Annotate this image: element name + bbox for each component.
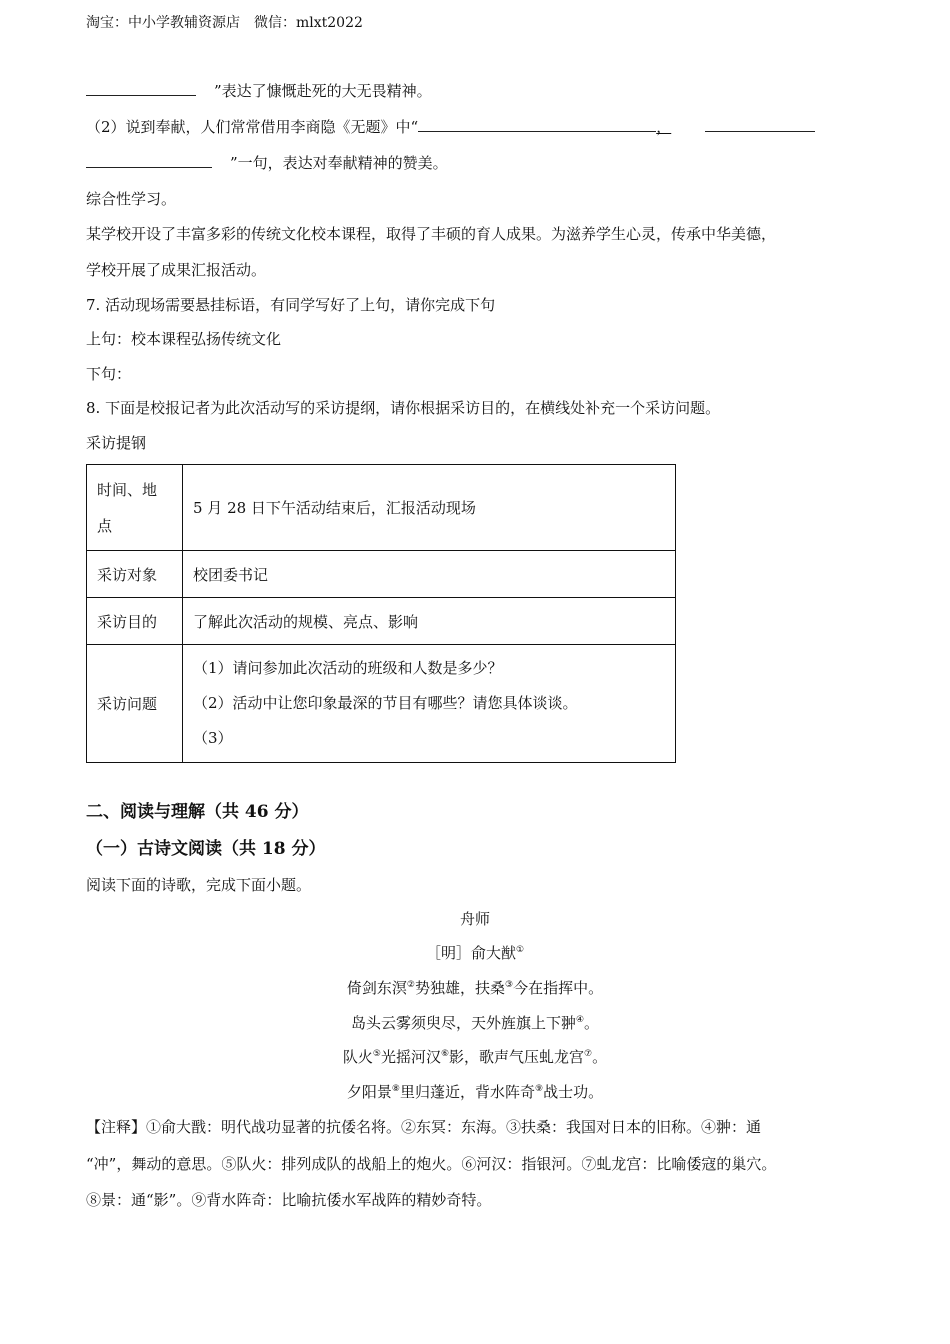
poem-text: 影，歌声气压虬龙宫 xyxy=(449,1048,585,1066)
q6-comma: ， xyxy=(656,118,672,136)
q6-line3-text: ”一句，表达对奉献精神的赞美。 xyxy=(230,154,448,172)
footnote-marker: ⑤ xyxy=(372,1049,381,1059)
interview-outline-table xyxy=(86,464,676,763)
row4-label: 采访问题 xyxy=(87,645,183,763)
notes-line2: “冲”，舞动的意思。⑤队火：排列成队的战船上的炮火。⑥河汉：指银河。⑦虬龙宫：比喻倭寇的巢穴。 xyxy=(86,1155,777,1173)
q8-prompt: 8. 下面是校报记者为此次活动写的采访提纲，请你根据采访目的，在横线处补充一个采访问题。 xyxy=(86,399,721,417)
q7-upper-line: 上句：校本课程弘扬传统文化 xyxy=(86,330,282,348)
q6-line1-text: ”表达了慷慨赴死的大无畏精神。 xyxy=(214,82,432,100)
poem-text: 夕阳景 xyxy=(346,1083,392,1101)
answer-blank[interactable] xyxy=(86,95,196,96)
footnote-marker: ⑥ xyxy=(440,1049,450,1059)
notes-line1: 【注释】①俞大戬：明代战功显著的抗倭名将。②东冥：东海。③扶桑：我国对日本的旧称。④翀：通 xyxy=(86,1118,762,1136)
footnote-marker: ④ xyxy=(575,1015,585,1025)
row1-label-b: 点 xyxy=(97,516,113,535)
answer-blank[interactable] xyxy=(86,167,212,168)
poem-text: 倚剑东溟 xyxy=(346,979,407,997)
footnote-marker: ① xyxy=(515,945,525,955)
row2-value: 校团委书记 xyxy=(183,551,676,598)
interview-question-3[interactable]: （3） xyxy=(193,729,233,747)
table-row xyxy=(87,598,676,645)
poem-text: 。 xyxy=(584,1014,600,1032)
table-row xyxy=(87,551,676,598)
poem-line-1 xyxy=(0,978,950,998)
poem-line-3 xyxy=(0,1047,950,1067)
q7-lower-line: 下句： xyxy=(86,365,132,383)
poem-text: 战士功。 xyxy=(543,1083,604,1101)
poem-author xyxy=(0,943,950,963)
footnote-marker: ⑧ xyxy=(391,1084,400,1094)
poem-author-text: ［明］俞大猷 xyxy=(425,944,516,962)
intro-paragraph-line2: 学校开展了成果汇报活动。 xyxy=(86,261,267,279)
poem-text: 队火 xyxy=(342,1048,373,1066)
section-title: 综合性学习。 xyxy=(86,190,177,208)
table-row xyxy=(87,645,676,763)
interview-question-1: （1）请问参加此次活动的班级和人数是多少？ xyxy=(193,659,503,677)
q6-line2-text: （2）说到奉献，人们常常借用李商隐《无题》中“ xyxy=(86,118,419,136)
row4-questions xyxy=(183,645,676,763)
row2-label: 采访对象 xyxy=(87,551,183,598)
q6-line2 xyxy=(86,117,815,137)
row1-value: 5 月 28 日下午活动结束后，汇报活动现场 xyxy=(183,465,676,551)
q6-line3 xyxy=(86,153,448,173)
part2-title: 二、阅读与理解（共 46 分） xyxy=(86,802,309,822)
poem-text: 里归蓬近，背水阵奇 xyxy=(399,1083,535,1101)
poem-text: 。 xyxy=(592,1048,608,1066)
row3-label: 采访目的 xyxy=(87,598,183,645)
poem-text: 光摇河汉 xyxy=(380,1048,441,1066)
footnote-marker: ② xyxy=(406,980,415,990)
poem-line-2 xyxy=(0,1013,950,1033)
q6-line1 xyxy=(86,81,432,101)
poem-text: 岛头云雾须臾尽，天外旌旗上下翀 xyxy=(350,1014,576,1032)
page-header: 淘宝：中小学教辅资源店 微信：mlxt2022 xyxy=(86,15,363,31)
poem-text: 今在指挥中。 xyxy=(513,979,604,997)
outline-title: 采访提钢 xyxy=(86,434,147,452)
intro-paragraph-line1: 某学校开设了丰富多彩的传统文化校本课程，取得了丰硕的育人成果。为滋养学生心灵，传承中华美德， xyxy=(86,225,777,243)
interview-question-2: （2）活动中让您印象最深的节目有哪些？请您具体谈谈。 xyxy=(193,694,578,712)
footnote-marker: ⑦ xyxy=(584,1049,593,1059)
q7-prompt: 7. 活动现场需要悬挂标语，有同学写好了上句，请你完成下句 xyxy=(86,296,496,314)
poem-text: 势独雄，扶桑 xyxy=(414,979,505,997)
table-cell-label xyxy=(87,465,183,551)
footnote-marker: ⑨ xyxy=(535,1084,544,1094)
footnote-marker: ③ xyxy=(505,980,514,990)
part2-subtitle: （一）古诗文阅读（共 18 分） xyxy=(86,839,326,859)
answer-blank[interactable] xyxy=(705,131,815,132)
row3-value: 了解此次活动的规模、亮点、影响 xyxy=(183,598,676,645)
poem-line-4 xyxy=(0,1082,950,1102)
answer-blank[interactable] xyxy=(418,131,656,132)
table-row xyxy=(87,465,676,551)
part2-instruction: 阅读下面的诗歌，完成下面小题。 xyxy=(86,876,312,894)
poem-title: 舟师 xyxy=(459,910,490,928)
notes-line3: ⑧景：通“影”。⑨背水阵奇：比喻抗倭水军战阵的精妙奇特。 xyxy=(86,1191,492,1209)
row1-label-a: 时间、地 xyxy=(97,480,158,499)
